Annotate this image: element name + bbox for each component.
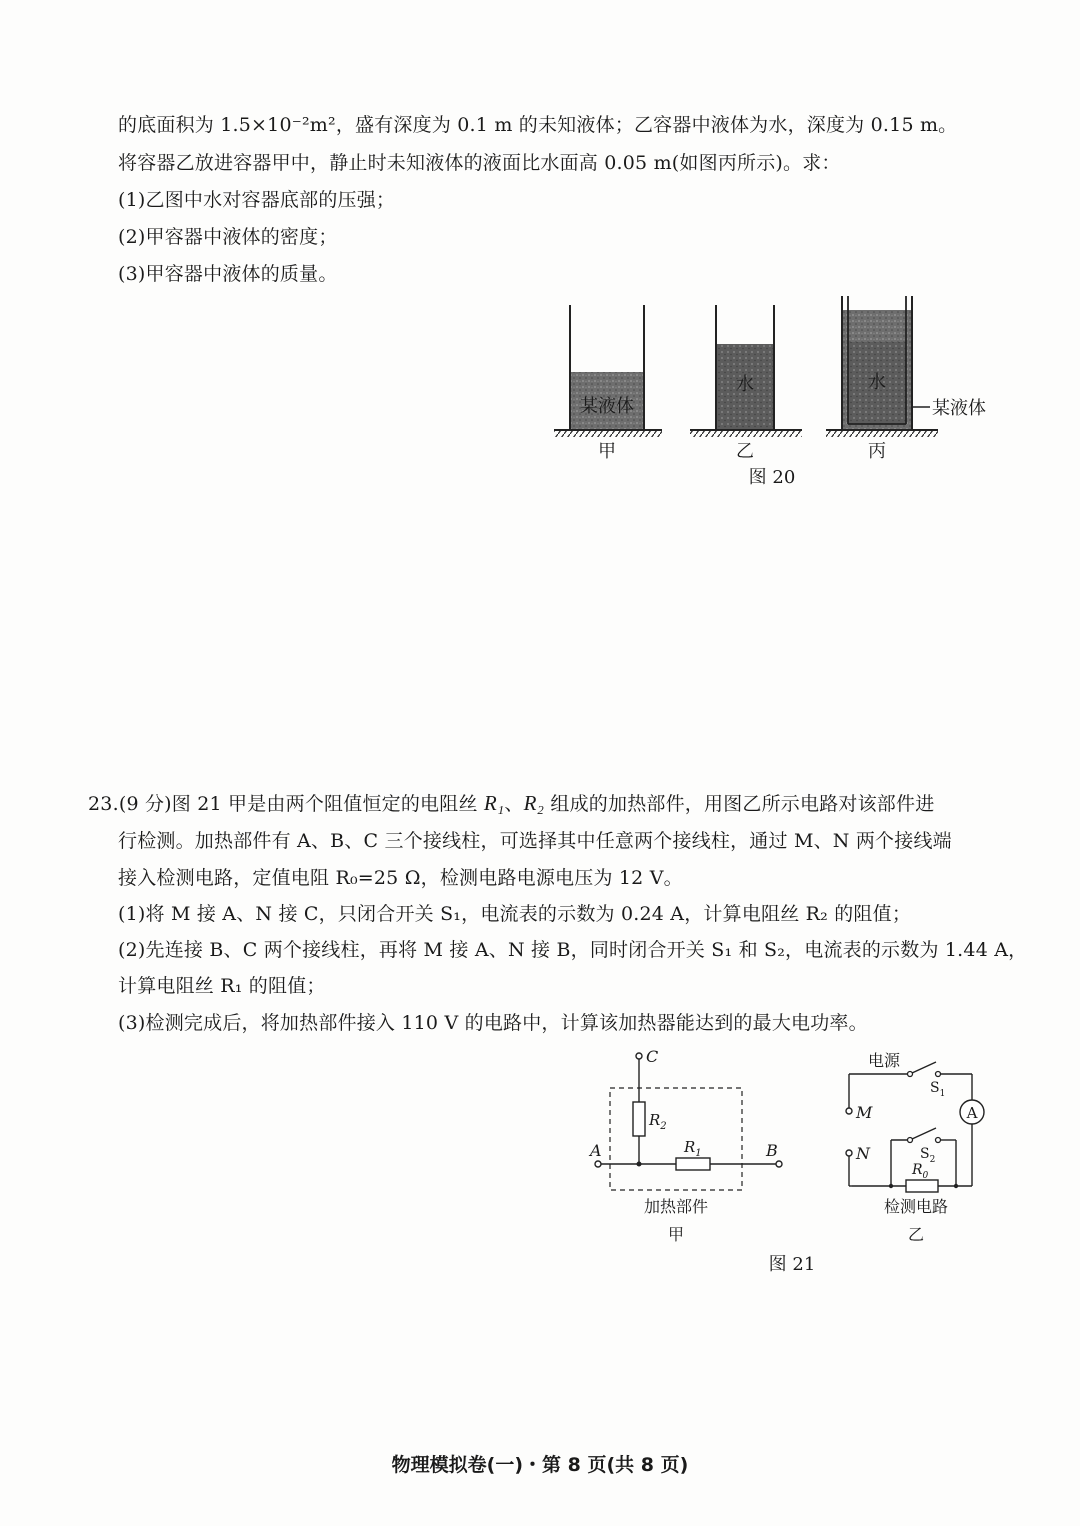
label-jia: 甲 [598,441,616,462]
q23-line3: 接入检测电路，定值电阻 R₀=25 Ω，检测电路电源电压为 12 V。 [118,867,683,889]
q23-line1-suffix: 组成的加热部件，用图乙所示电路对该部件进 [544,793,935,815]
terminal-c: C [646,1047,659,1066]
q23-line1-prefix: (9 分)图 21 甲是由两个阻值恒定的电阻丝 [118,793,484,815]
ammeter-icon: A [966,1104,978,1122]
q22-sub2: (2)甲容器中液体的密度； [118,226,338,248]
q23-line2: 行检测。加热部件有 A、B、C 三个接线柱，可选择其中任意两个接线柱，通过 M、N 两个接线端 [118,830,952,852]
label-jia-21: 甲 [667,1225,685,1244]
label-bing: 丙 [868,441,886,462]
q23-r1: R₁ [483,791,505,815]
figure-21-caption: 图 21 [768,1254,816,1275]
label-yi-21: 乙 [907,1225,925,1244]
power-source-label: 电源 [867,1051,901,1070]
liquid-label: 某液体 [580,396,634,417]
container-jia [554,305,662,462]
q23-sub2b: 计算电阻丝 R₁ 的阻值； [118,975,326,997]
figure-20 [540,290,1000,500]
q22-line2: 将容器乙放进容器甲中，静止时未知液体的液面比水面高 0.05 m(如图丙所示)。求： [118,152,841,174]
q22-sub3: (3)甲容器中液体的质量。 [118,263,338,285]
r0-label: $R_0$ [912,1162,929,1181]
q23-r2: R₂ [523,791,545,815]
switch-s1-label: $S_1$ [930,1080,946,1099]
terminal-b: B [766,1141,778,1160]
container-yi [690,305,802,462]
water-label-bing: 水 [868,372,886,393]
q23-sub1: (1)将 M 接 A、N 接 C，只闭合开关 S₁，电流表的示数为 0.24 A，计算电阻丝 R₂ 的阻值； [118,903,912,925]
figure-20-caption: 图 20 [748,467,796,488]
label-yi: 乙 [736,441,754,462]
r1-label: $R_1$ [684,1138,702,1159]
side-liquid-label: 某液体 [932,398,986,419]
r2-label: $R_2$ [649,1111,667,1132]
figure-21 [580,1040,1000,1280]
switch-s2-label: $S_2$ [920,1146,936,1165]
terminal-a: A [590,1141,602,1160]
heating-part-diagram [588,1047,782,1244]
water-label-yi: 水 [736,374,754,395]
q23-sub2a: (2)先连接 B、C 两个接线柱，再将 M 接 A、N 接 B，同时闭合开关 S₁ 和 S₂，电流表的示数为 1.44 A， [118,939,1028,961]
q23-number: 23. [88,793,119,815]
container-bing [826,296,986,462]
page-footer: 物理模拟卷(一)・第 8 页(共 8 页) [391,1454,689,1476]
detection-circuit-diagram [846,1051,984,1244]
q22-sub1: (1)乙图中水对容器底部的压强； [118,189,396,211]
q23-line1: 23.(9 分)图 21 甲是由两个阻值恒定的电阻丝 R₁、R₂ 组成的加热部件，用图乙所示电路对该部件进 [88,791,935,815]
terminal-n: N [856,1144,870,1163]
q22-line1: 的底面积为 1.5×10⁻²m²，盛有深度为 0.1 m 的未知液体；乙容器中液体为水，深度为 0.15 m。 [118,114,958,136]
q23-sub3: (3)检测完成后，将加热部件接入 110 V 的电路中，计算该加热器能达到的最大电功率。 [118,1012,868,1034]
detection-circuit-label: 检测电路 [883,1197,949,1216]
heating-part-label: 加热部件 [643,1197,709,1216]
terminal-m: M [856,1103,873,1122]
